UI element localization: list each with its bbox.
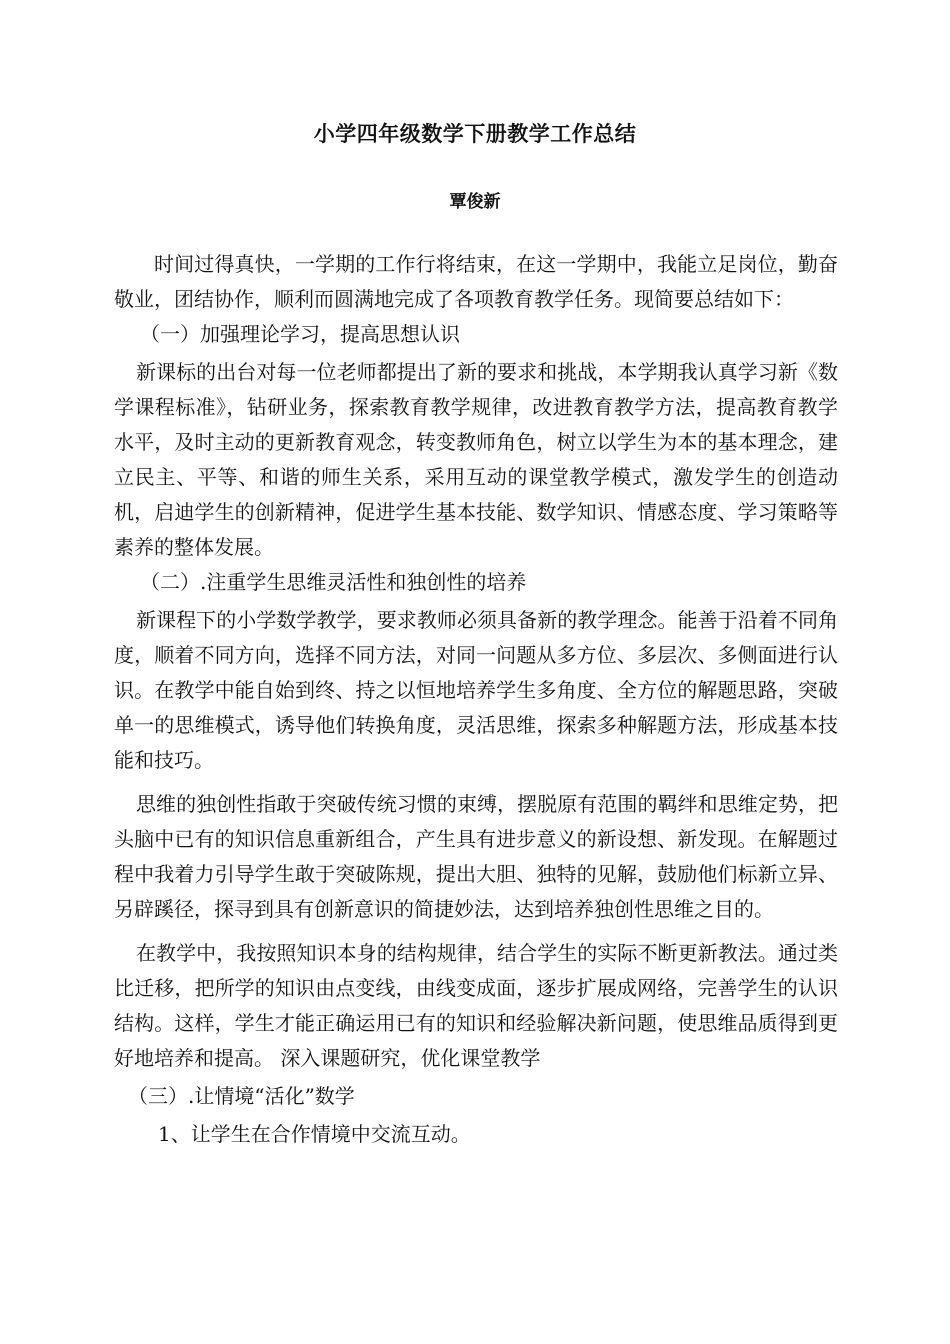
- list-item: 1、让学生在合作情境中交流互动。: [158, 1122, 471, 1146]
- document-author: 覃俊新: [449, 192, 501, 212]
- document-body: [114, 245, 838, 1152]
- section-heading-3: （三）.让情境“活化”数学: [128, 1084, 355, 1108]
- body-paragraph: 新课标的出台对每一位老师都提出了新的要求和挑战，本学期我认真学习新《数学课程标准》，钻研业务，探索教育教学规律，改进教育教学方法，提高教育教学水平，及时主动的更新教育观念，转变教师角色，树立以学生为本的基本理念，建立民主、平等、和谐的师生关系，采用互动的课堂教学模式，激发学生的创造动机，启迪学生的创新精神，促进学生基本技能、数学知识、情感态度、学习策略等素养的整体发展。: [114, 360, 838, 559]
- body-paragraph: 在教学中，我按照知识本身的结构规律，结合学生的实际不断更新教法。通过类比迁移，把所学的知识由点变线，由线变成面，逐步扩展成网络，完善学生的认识结构。这样，学生才能正确运用已有的知识和经验解决新问题，使思维品质得到更好地培养和提高。 深入课题研究，优化课堂教学: [114, 941, 838, 1070]
- document-title: 小学四年级数学下册教学工作总结: [313, 121, 637, 146]
- intro-paragraph: 时间过得真快，一学期的工作行将结束，在这一学期中，我能立足岗位，勤奋敬业，团结协作，顺利而圆满地完成了各项教育教学任务。现简要总结如下：: [114, 252, 838, 311]
- section-heading-2: （二）.注重学生思维灵活性和独创性的培养: [140, 570, 527, 594]
- body-paragraph: 新课程下的小学数学教学，要求教师必须具备新的教学理念。能善于沿着不同角度，顺着不同方向，选择不同方法，对同一问题从多方位、多层次、多侧面进行认识。在教学中能自始到终、持之以恒地培养学生多角度、全方位的解题思路，突破单一的思维模式，诱导他们转换角度，灵活思维，探索多种解题方法，形成基本技能和技巧。: [114, 608, 838, 772]
- section-heading-1: （一）加强理论学习，提高思想认识: [140, 322, 460, 346]
- body-paragraph: 思维的独创性指敢于突破传统习惯的束缚，摆脱原有范围的羁绊和思维定势，把头脑中已有的知识信息重新组合，产生具有进步意义的新设想、新发现。在解题过程中我着力引导学生敢于突破陈规，提出大胆、独特的见解，鼓励他们标新立异、另辟蹊径，探寻到具有创新意识的简捷妙法，达到培养独创性思维之目的。: [114, 792, 838, 921]
